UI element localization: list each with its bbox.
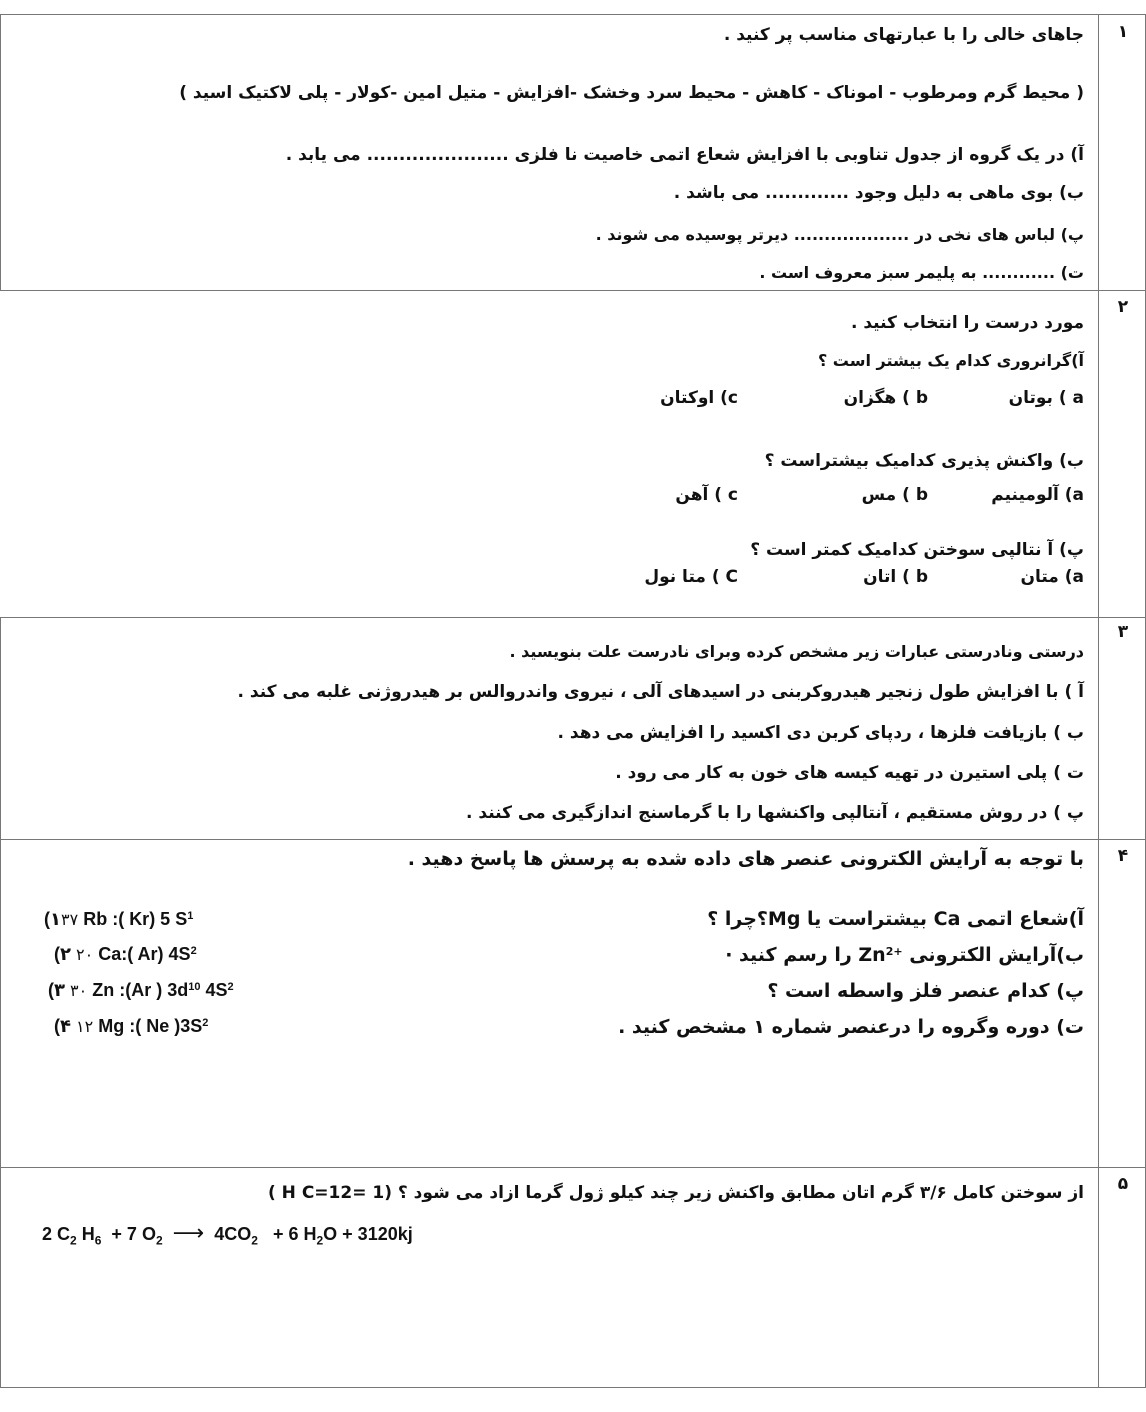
config-index: ۱) [44, 909, 61, 929]
q4-part-b [725, 944, 1084, 966]
q1-item-p: پ) لباس های نخی در ................... دیرتر پوسیده می شوند . [595, 225, 1084, 244]
q3-instruction: درستی ونادرستی عبارات زیر مشخص کرده وبرای نادرست علت بنویسید . [509, 642, 1084, 661]
eq-subscript: 2 [251, 1233, 258, 1248]
q4-part-a-text: ؟چرا ؟ [707, 908, 768, 930]
q2-option: a) متان [1020, 567, 1084, 587]
q1-item-t: ت) ............ به پلیمر سبز معروف است . [759, 263, 1084, 282]
q4-part-a-element: Ca [933, 908, 961, 930]
q4-part-p: پ) کدام عنصر فلز واسطه است ؟ [767, 980, 1084, 1002]
eq-product: 4CO [214, 1224, 252, 1244]
left-border [0, 617, 1, 1388]
row-divider [0, 617, 1146, 618]
exam-sheet [0, 14, 1146, 1388]
q4-part-a-text: آ)شعاع اتمی [960, 908, 1084, 930]
q4-part-a-element: Mg [767, 908, 801, 930]
row-divider [0, 14, 1146, 15]
q3-item-b: ب ) بازیافت فلزها ، ردپای کربن دی اکسید را افزایش می دهد . [557, 723, 1084, 743]
eq-subscript: 2 [70, 1233, 77, 1248]
eq-coefficient: 2 [42, 1224, 53, 1244]
electron-config [54, 943, 197, 966]
q2-option: c) اوکتان [660, 388, 738, 408]
electron-config [54, 1015, 208, 1038]
q1-word-bank: ( محیط گرم ومرطوب - اموناک - کاهش - محیط سرد وخشک -افزایش - متیل امین -کولار - پلی لاکتیک اسید ) [179, 83, 1084, 103]
config-index: ۴) [54, 1016, 71, 1036]
q2-option: b ) اتان [863, 567, 928, 587]
atomic-number: ۱۲ [76, 1017, 94, 1036]
electron-config [44, 908, 193, 931]
config-exponent: 1 [187, 910, 194, 922]
q1-instruction: جاهای خالی را با عبارتهای مناسب پر کنید . [723, 25, 1084, 45]
row-divider [0, 1167, 1146, 1168]
q4-part-b-text: را رسم کنید · [725, 944, 859, 966]
zinc-ion-symbol: Zn [858, 944, 886, 966]
q2-option: C ) متا نول [644, 567, 738, 587]
zinc-ion [858, 944, 902, 966]
eq-subscript: 2 [155, 1233, 163, 1248]
atomic-number: ۳۰ [70, 981, 88, 1000]
atomic-number: ۳۷ [61, 910, 79, 929]
config-text: Rb :( Kr) 5 S [83, 909, 188, 929]
config-index: ۲) [54, 944, 71, 964]
eq-element: C [57, 1224, 71, 1244]
eq-subscript: 6 [94, 1233, 102, 1248]
q2-instruction: مورد درست را انتخاب کنید . [850, 313, 1084, 333]
eq-product: + 6 H [272, 1224, 317, 1244]
config-exponent: 10 [188, 981, 201, 993]
q3-item-p: پ ) در روش مستقیم ، آنتالپی واکنشها را با گرماسنج اندازگیری می کنند . [466, 803, 1084, 823]
q4-instruction: با توجه به آرایش الکترونی عنصر های داده شده به پرسش ها پاسخ دهید . [407, 848, 1084, 870]
config-exponent: 2 [227, 981, 234, 993]
q2-part-a-question: آ)گرانروری کدام یک بیشتر است ؟ [817, 351, 1084, 370]
q4-part-a-text: بیشتراست یا [800, 908, 934, 930]
eq-element: H [76, 1224, 95, 1244]
q2-part-p-question: پ) آ نتالپی سوختن کدامیک کمتر است ؟ [750, 540, 1084, 560]
q2-option: a ) بوتان [1008, 388, 1084, 408]
config-text: Ca:( Ar) 4S [98, 944, 191, 964]
q2-option: a) آلومینیم [991, 485, 1084, 505]
config-exponent: 2 [202, 1017, 209, 1029]
config-text: Zn :(Ar ) 3d [92, 980, 189, 1000]
combustion-equation [42, 1222, 413, 1252]
electron-config: ۳) ۳۰ Zn :(Ar ) $3d^{10}$ $4S^2$ [48, 980, 234, 1000]
row-divider [0, 839, 1146, 840]
q4-part-b-text: ب)آرایش الکترونی [902, 944, 1084, 966]
eq-product: O + 3120kj [323, 1224, 413, 1244]
left-border [0, 14, 1, 290]
eq-element: O [136, 1224, 156, 1244]
question-number: ۲ [1117, 297, 1129, 317]
row-divider [0, 290, 1146, 291]
config-text: Mg :( Ne )3S [98, 1016, 203, 1036]
q4-part-t: ت) دوره وگروه را درعنصر شماره ۱ مشخص کنید . [618, 1016, 1084, 1038]
q2-option: c ) آهن [675, 485, 738, 505]
q4-part-a [707, 908, 1084, 930]
q5-question: از سوختن کامل ۳/۶ گرم اتان مطابق واکنش زیر چند کیلو ژول گرما ازاد می شود ؟ (1 =H C=12 ) [267, 1183, 1084, 1203]
q2-option: b ) هگزان [843, 388, 928, 408]
reaction-arrow: ⟶ [172, 1220, 205, 1245]
q3-item-t: ت ) پلی استیرن در تهیه کیسه های خون به کار می رود . [615, 763, 1084, 783]
config-exponent: 2 [190, 945, 197, 957]
q3-item-a: آ ) با افزایش طول زنجیر هیدروکربنی در اسیدهای آلی ، نیروی واندروالس بر هیدروژنی غلبه می کند . [237, 682, 1084, 702]
atomic-number: ۲۰ [76, 945, 94, 964]
config-index: ۳) [48, 980, 65, 1000]
row-divider [0, 1387, 1146, 1388]
zinc-ion-charge: 2+ [885, 945, 903, 958]
eq-subscript: 2 [316, 1233, 324, 1248]
q1-item-a: آ) در یک گروه از جدول تناوبی با افزایش شعاع اتمی خاصیت نا فلزی ...................... می یابد . [285, 145, 1084, 165]
question-number: ۵ [1117, 1174, 1129, 1194]
number-column-divider [1098, 14, 1099, 1388]
q2-option: b ) مس [861, 485, 928, 505]
q2-part-b-question: ب) واکنش پذیری کدامیک بیشتراست ؟ [764, 451, 1084, 471]
question-number: ۴ [1117, 846, 1129, 866]
question-number: ۳ [1117, 622, 1129, 642]
question-number: ۱ [1117, 22, 1129, 42]
eq-coefficient: + 7 [111, 1224, 137, 1244]
q1-item-b: ب) بوی ماهی به دلیل وجود ............. می باشد . [673, 183, 1084, 203]
